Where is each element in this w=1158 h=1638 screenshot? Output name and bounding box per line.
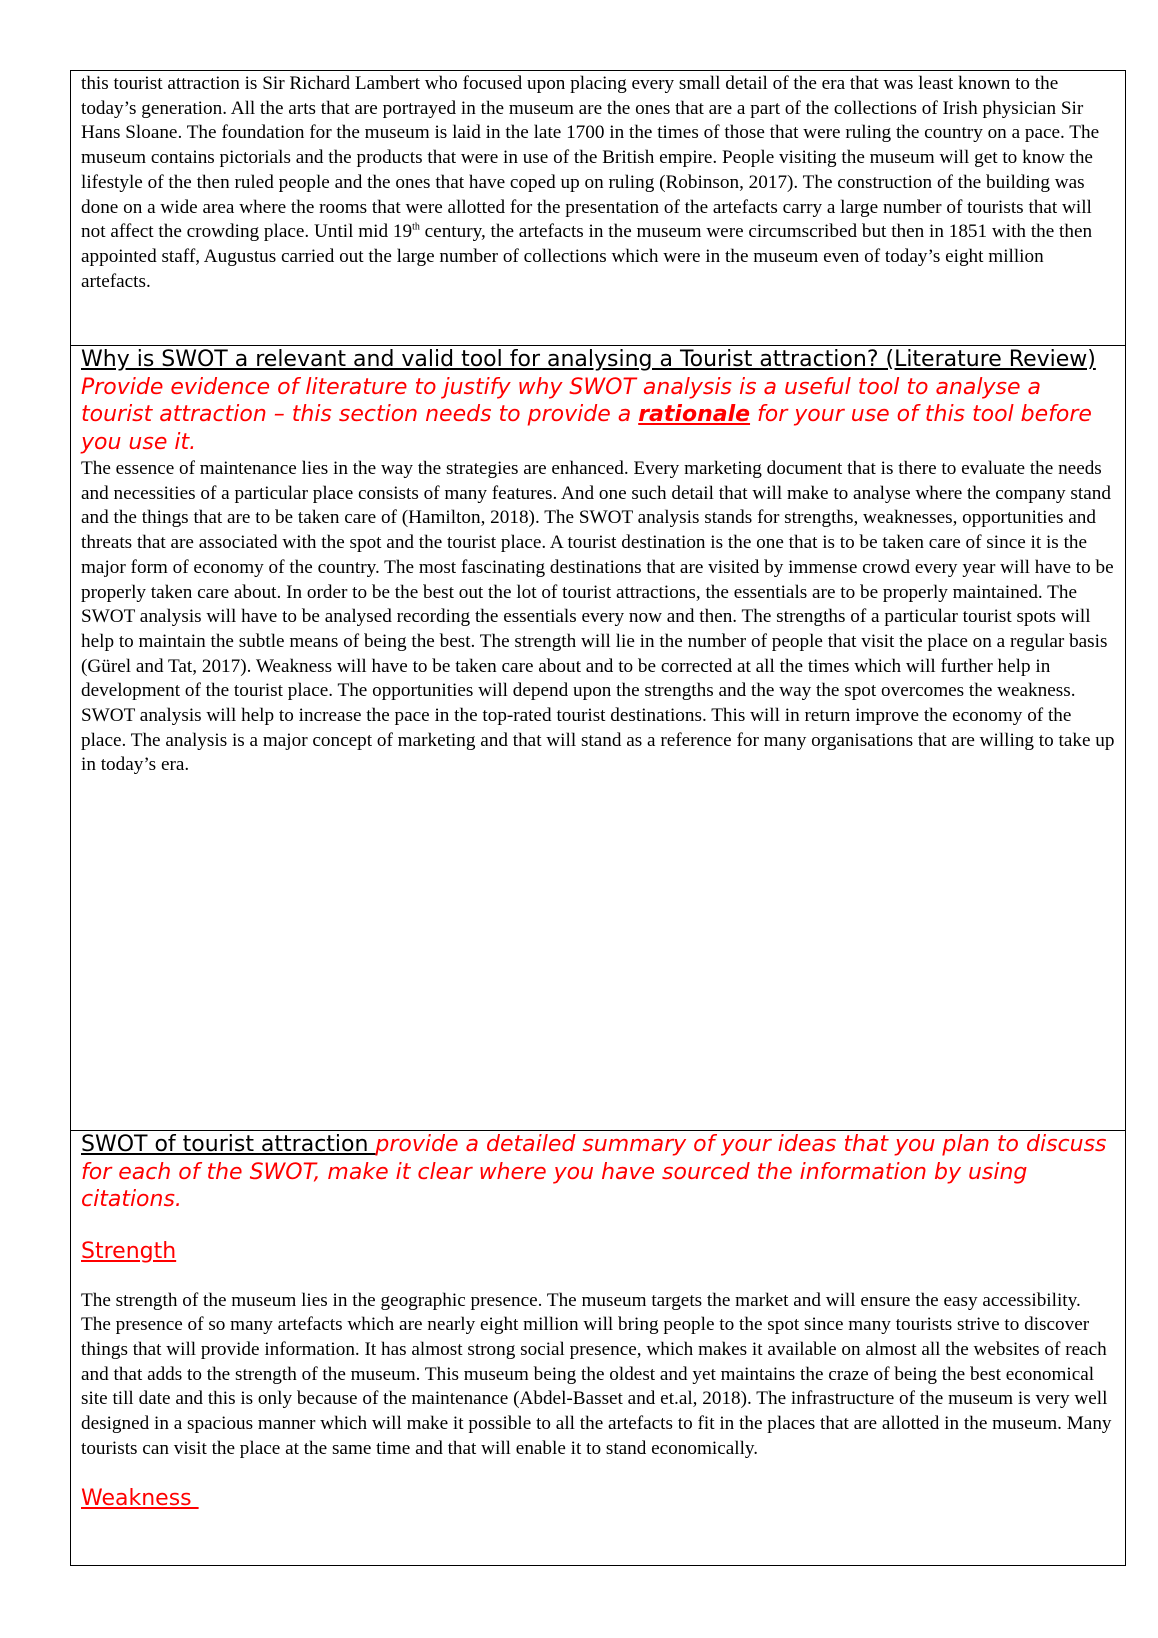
literature-review-heading — [81, 346, 1115, 456]
literature-review-body: The essence of maintenance lies in the way the strategies are enhanced. Every marketing document that is there to evaluate the needs and necessities of a particular place consists of many features. And one such detail that will make to analyse where the company stand and the things that are to be taken care of (Hamilton, 2018). The SWOT analysis stands for strengths, weaknesses, opportunities and threats that are associated with the spot and the tourist place. A tourist destination is the one that is to be taken care of since it is the major form of economy of the country. The most fascinating destinations that are visited by immense crowd every year will have to be properly taken care about. In order to be the best out the lot of tourist attractions, the essentials are to be properly maintained. The SWOT analysis will have to be analysed recording the essentials every now and then. The strengths of a particular tourist spots will help to maintain the subtle means of being the best. The strength will lie in the number of people that visit the place on a regular basis (Gürel and Tat, 2017). Weakness will have to be taken care about and to be corrected at all the times which will further help in development of the tourist place. The opportunities will depend upon the strengths and the way the spot overcomes the weakness. SWOT analysis will help to increase the pace in the top-rated tourist destinations. This will in return improve the economy of the place. The analysis is a major concept of marketing and that will stand as a reference for many organisations that are willing to take up in today’s era. — [81, 458, 1115, 776]
history-text-part2: century, the artefacts in the museum were circumscribed but then in 1851 with the then appointed staff, Augustus carried out the large number of collections which were in the museum even of today’s eight million artefacts. — [81, 221, 1093, 292]
literature-review-instruction-part2: for your use of this tool before you use it. — [81, 402, 1092, 455]
table-cell-literature-review — [70, 345, 1126, 1130]
table-cell-swot — [70, 1130, 1126, 1566]
table-cell-museum-history — [70, 70, 1126, 345]
swot-heading — [81, 1131, 1115, 1214]
rationale-emphasis: rationale — [638, 402, 751, 427]
strength-subheading: Strength — [81, 1238, 177, 1264]
literature-review-instruction-part1: Provide evidence of literature to justify why SWOT analysis is a useful tool to analyse a tourist attraction – this section needs to provide a — [81, 374, 1041, 427]
strength-body: The strength of the museum lies in the geographic presence. The museum targets the market and will ensure the easy accessibility. The presence of so many artefacts which are nearly eight million will bring people to the spot since many tourists strive to discover things that will provide information. It has almost strong social presence, which makes it available on almost all the websites of reach and that adds to the strength of the museum. This museum being the oldest and yet maintains the craze of being the best economical site till date and this is only because of the maintenance (Abdel-Basset and et.al, 2018). The infrastructure of the museum is very well designed in a spacious manner which will make it possible to all the artefacts to fit in the places that are allotted in the museum. Many tourists can visit the place at the same time and that will enable it to stand economically. — [81, 1289, 1112, 1459]
swot-instruction: provide a detailed summary of your ideas that you plan to discuss for each of the SWOT, make it clear where you have sourced the information by using citations. — [81, 1132, 1107, 1212]
swot-title: SWOT of tourist attraction — [81, 1132, 376, 1157]
museum-history-paragraph — [81, 71, 1115, 294]
history-text-part1: this tourist attraction is Sir Richard Lambert who focused upon placing every small detail of the era that was least known to the today’s generation. All the arts that are portrayed in the museum are the ones that are a part of the collections of Irish physician Sir Hans Sloane. The foundation for the museum is laid in the late 1700 in the times of those that were ruling the country on a pace. The museum contains pictorials and the products that were in use of the British empire. People visiting the museum will get to know the lifestyle of the then ruled people and the ones that have coped up on ruling (Robinson, 2017). The construction of the building was done on a wide area where the rooms that were allotted for the presentation of the artefacts carry a large number of tourists that will not affect the crowding place. Until mid 19 — [81, 73, 1100, 243]
weakness-subheading: Weakness — [81, 1486, 199, 1512]
ordinal-superscript: th — [412, 221, 420, 233]
literature-review-title: Why is SWOT a relevant and valid tool for analysing a Tourist attraction? (Literature Review) — [81, 347, 1096, 372]
